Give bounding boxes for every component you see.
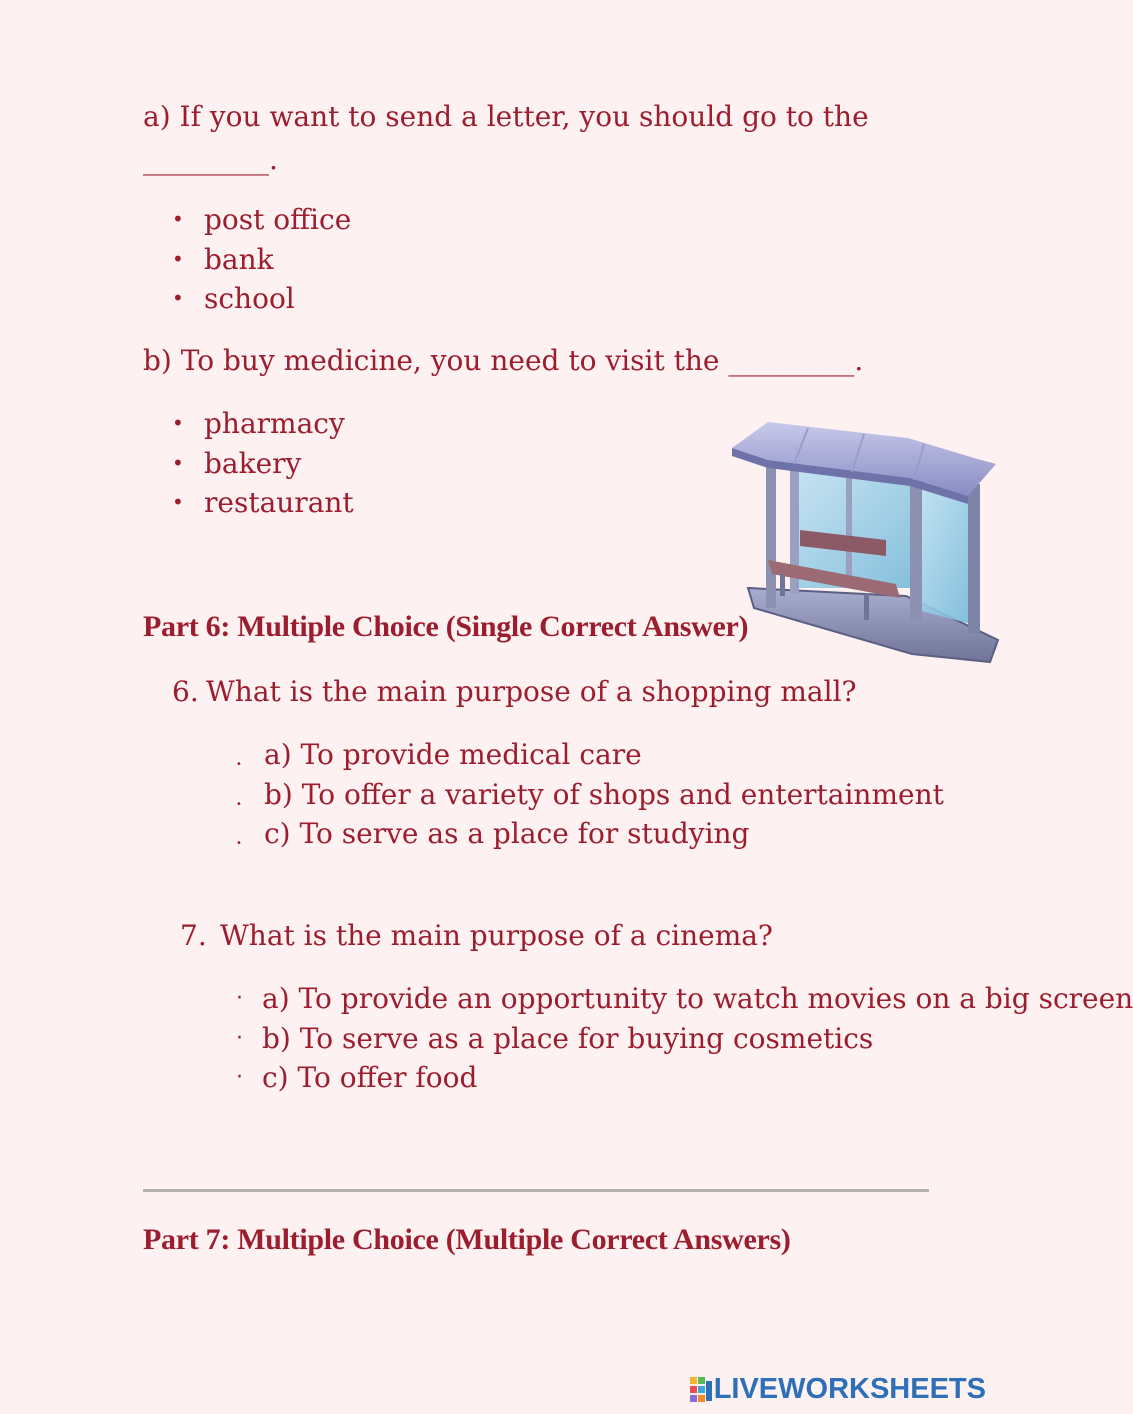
bus-stop-icon [728, 418, 1000, 664]
bullet-icon: • [172, 411, 184, 435]
q6-option-c[interactable]: • c) To serve as a place for studying [264, 814, 784, 854]
question-7-number: 7. [180, 919, 207, 952]
question-6-options [236, 735, 944, 854]
bullet-icon: · [236, 1025, 243, 1051]
liveworksheets-logo[interactable] [690, 1373, 986, 1406]
section-divider [143, 1189, 929, 1192]
bullet-icon: • [172, 246, 184, 271]
option-bank[interactable]: • bank [204, 240, 351, 280]
question-a-blank[interactable]: _________. [143, 143, 278, 176]
bullet-icon: • [236, 759, 242, 770]
q6-option-a[interactable]: • a) To provide medical care [264, 735, 784, 775]
q7-option-b[interactable]: · b) To serve as a place for buying cosmetics [262, 1019, 932, 1059]
question-7-text: What is the main purpose of a cinema? [220, 919, 773, 952]
question-b-text: b) To buy medicine, you need to visit the _________. [143, 344, 864, 377]
q6-option-b[interactable]: • b) To offer a variety of shops and entertainment [264, 775, 784, 815]
question-a-text: a) If you want to send a letter, you should go to the [143, 100, 869, 133]
part-7-heading: Part 7: Multiple Choice (Multiple Correct Answers) [143, 1223, 791, 1256]
bullet-icon: • [172, 207, 184, 231]
options-list-a [172, 200, 352, 319]
bullet-icon: • [236, 838, 242, 849]
option-school[interactable]: • school [204, 279, 351, 319]
bullet-icon: · [236, 1065, 243, 1090]
q7-option-c[interactable]: · c) To offer food [262, 1058, 932, 1098]
question-6-text: What is the main purpose of a shopping mall? [206, 675, 857, 708]
part-6-heading: Part 6: Multiple Choice (Single Correct Answer) [143, 610, 749, 643]
liveworksheets-logo-icon [690, 1377, 714, 1403]
bullet-icon: • [172, 286, 184, 310]
bullet-icon: • [172, 490, 184, 514]
options-list-b [172, 404, 354, 523]
liveworksheets-logo-text: LIVEWORKSHEETS [713, 1373, 986, 1405]
option-bakery[interactable]: • bakery [204, 444, 354, 484]
option-restaurant[interactable]: • restaurant [204, 483, 354, 523]
bullet-icon: • [172, 450, 184, 475]
option-pharmacy[interactable]: • pharmacy [204, 404, 354, 444]
bullet-icon: · [236, 986, 243, 1011]
q7-option-a[interactable]: · a) To provide an opportunity to watch movies on a big screen [262, 979, 932, 1019]
option-post-office[interactable]: • post office [204, 200, 351, 240]
question-6-number: 6. [172, 675, 199, 708]
bullet-icon: • [236, 798, 242, 810]
question-7-options [236, 979, 1133, 1098]
